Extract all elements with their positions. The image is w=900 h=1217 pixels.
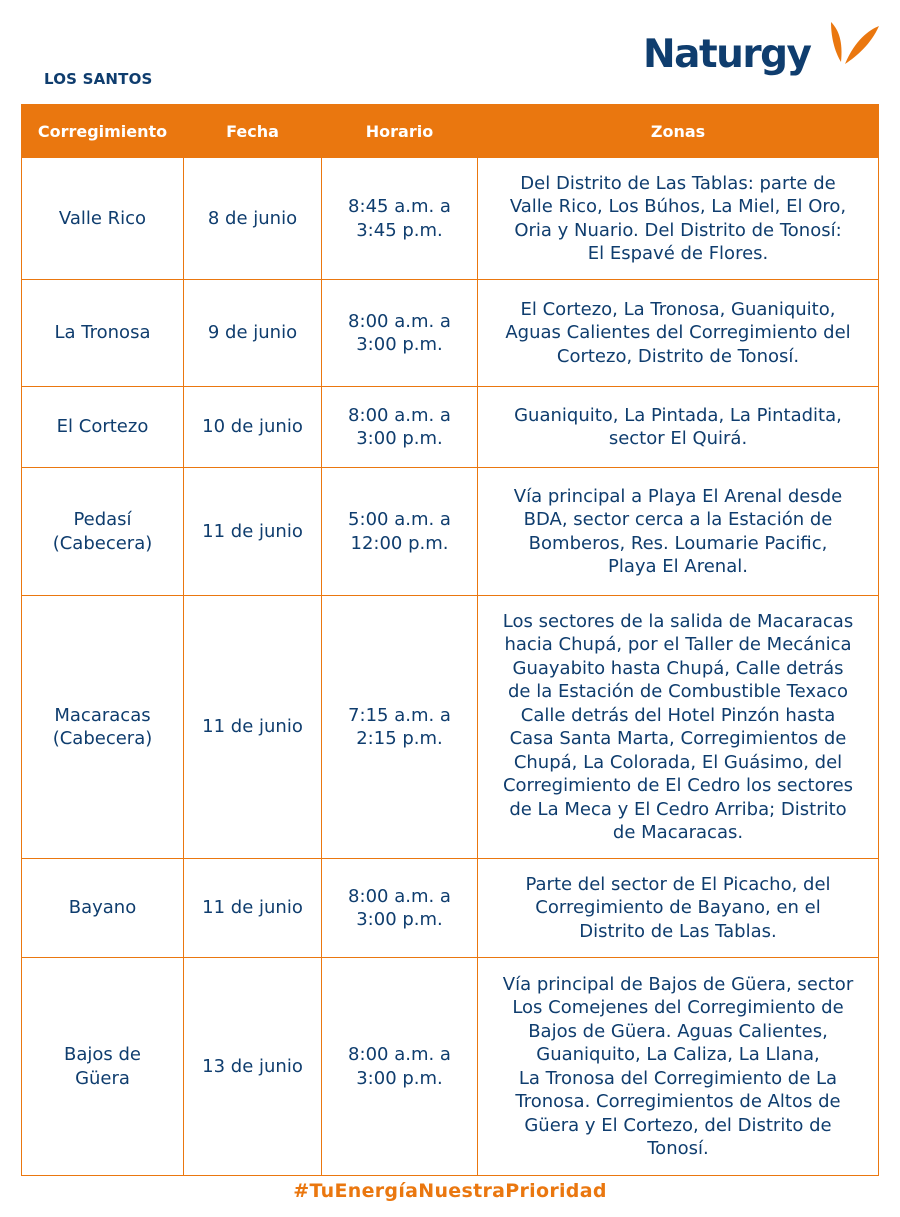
naturgy-logo — [643, 18, 883, 88]
cell-horario: 8:00 a.m. a 3:00 p.m. — [322, 859, 478, 958]
cell-zonas: Guaniquito, La Pintada, La Pintadita, sector El Quirá. — [478, 387, 879, 468]
region-title: LOS SANTOS — [44, 70, 153, 88]
butterfly-icon — [825, 18, 883, 80]
table-row — [22, 280, 879, 387]
cell-horario: 7:15 a.m. a 2:15 p.m. — [322, 596, 478, 859]
table-row — [22, 468, 879, 596]
cell-corregimiento: Macaracas (Cabecera) — [22, 596, 184, 859]
cell-horario: 5:00 a.m. a 12:00 p.m. — [322, 468, 478, 596]
column-header-horario: Horario — [322, 105, 478, 158]
table-header-row — [22, 105, 879, 158]
table-row — [22, 158, 879, 280]
cell-zonas: Del Distrito de Las Tablas: parte de Valle Rico, Los Búhos, La Miel, El Oro, Oria y Nuario. Del Distrito de Tonosí: El Espavé de Flores. — [478, 158, 879, 280]
cell-corregimiento: El Cortezo — [22, 387, 184, 468]
cell-zonas: Vía principal de Bajos de Güera, sector Los Comejenes del Corregimiento de Bajos de Güera. Aguas Calientes, Guaniquito, La Caliza, La Llana, La Tronosa del Corregimiento de La Tronosa. Corregimientos de Altos de Güera y El Cortezo, del Distrito de Tonosí. — [478, 958, 879, 1176]
table-row — [22, 387, 879, 468]
cell-horario: 8:00 a.m. a 3:00 p.m. — [322, 958, 478, 1176]
cell-zonas: Vía principal a Playa El Arenal desde BDA, sector cerca a la Estación de Bomberos, Res. Loumarie Pacific, Playa El Arenal. — [478, 468, 879, 596]
cell-zonas: El Cortezo, La Tronosa, Guaniquito, Aguas Calientes del Corregimiento del Cortezo, Distrito de Tonosí. — [478, 280, 879, 387]
schedule-table — [21, 104, 879, 1176]
column-header-zonas: Zonas — [478, 105, 879, 158]
cell-corregimiento: Bayano — [22, 859, 184, 958]
cell-horario: 8:00 a.m. a 3:00 p.m. — [322, 387, 478, 468]
cell-horario: 8:45 a.m. a 3:45 p.m. — [322, 158, 478, 280]
cell-corregimiento: Valle Rico — [22, 158, 184, 280]
table-row — [22, 859, 879, 958]
cell-corregimiento: Bajos de Güera — [22, 958, 184, 1176]
table-row — [22, 596, 879, 859]
logo-wordmark: Naturgy — [643, 32, 811, 77]
cell-fecha: 8 de junio — [184, 158, 322, 280]
cell-zonas: Los sectores de la salida de Macaracas hacia Chupá, por el Taller de Mecánica Guayabito hasta Chupá, Calle detrás de la Estación de Combustible Texaco Calle detrás del Hotel Pinzón hasta Casa Santa Marta, Corregimientos de Chupá, La Colorada, El Guásimo, del Corregimiento de El Cedro los sectores de La Meca y El Cedro Arriba; Distrito de Macaracas. — [478, 596, 879, 859]
column-header-fecha: Fecha — [184, 105, 322, 158]
cell-corregimiento: La Tronosa — [22, 280, 184, 387]
column-header-corregimiento: Corregimiento — [22, 105, 184, 158]
cell-fecha: 9 de junio — [184, 280, 322, 387]
table-row — [22, 958, 879, 1176]
cell-zonas: Parte del sector de El Picacho, del Corregimiento de Bayano, en el Distrito de Las Tablas. — [478, 859, 879, 958]
footer-hashtag: #TuEnergíaNuestraPrioridad — [293, 1180, 607, 1202]
cell-fecha: 10 de junio — [184, 387, 322, 468]
cell-horario: 8:00 a.m. a 3:00 p.m. — [322, 280, 478, 387]
cell-fecha: 11 de junio — [184, 859, 322, 958]
cell-fecha: 13 de junio — [184, 958, 322, 1176]
cell-fecha: 11 de junio — [184, 468, 322, 596]
cell-fecha: 11 de junio — [184, 596, 322, 859]
cell-corregimiento: Pedasí (Cabecera) — [22, 468, 184, 596]
